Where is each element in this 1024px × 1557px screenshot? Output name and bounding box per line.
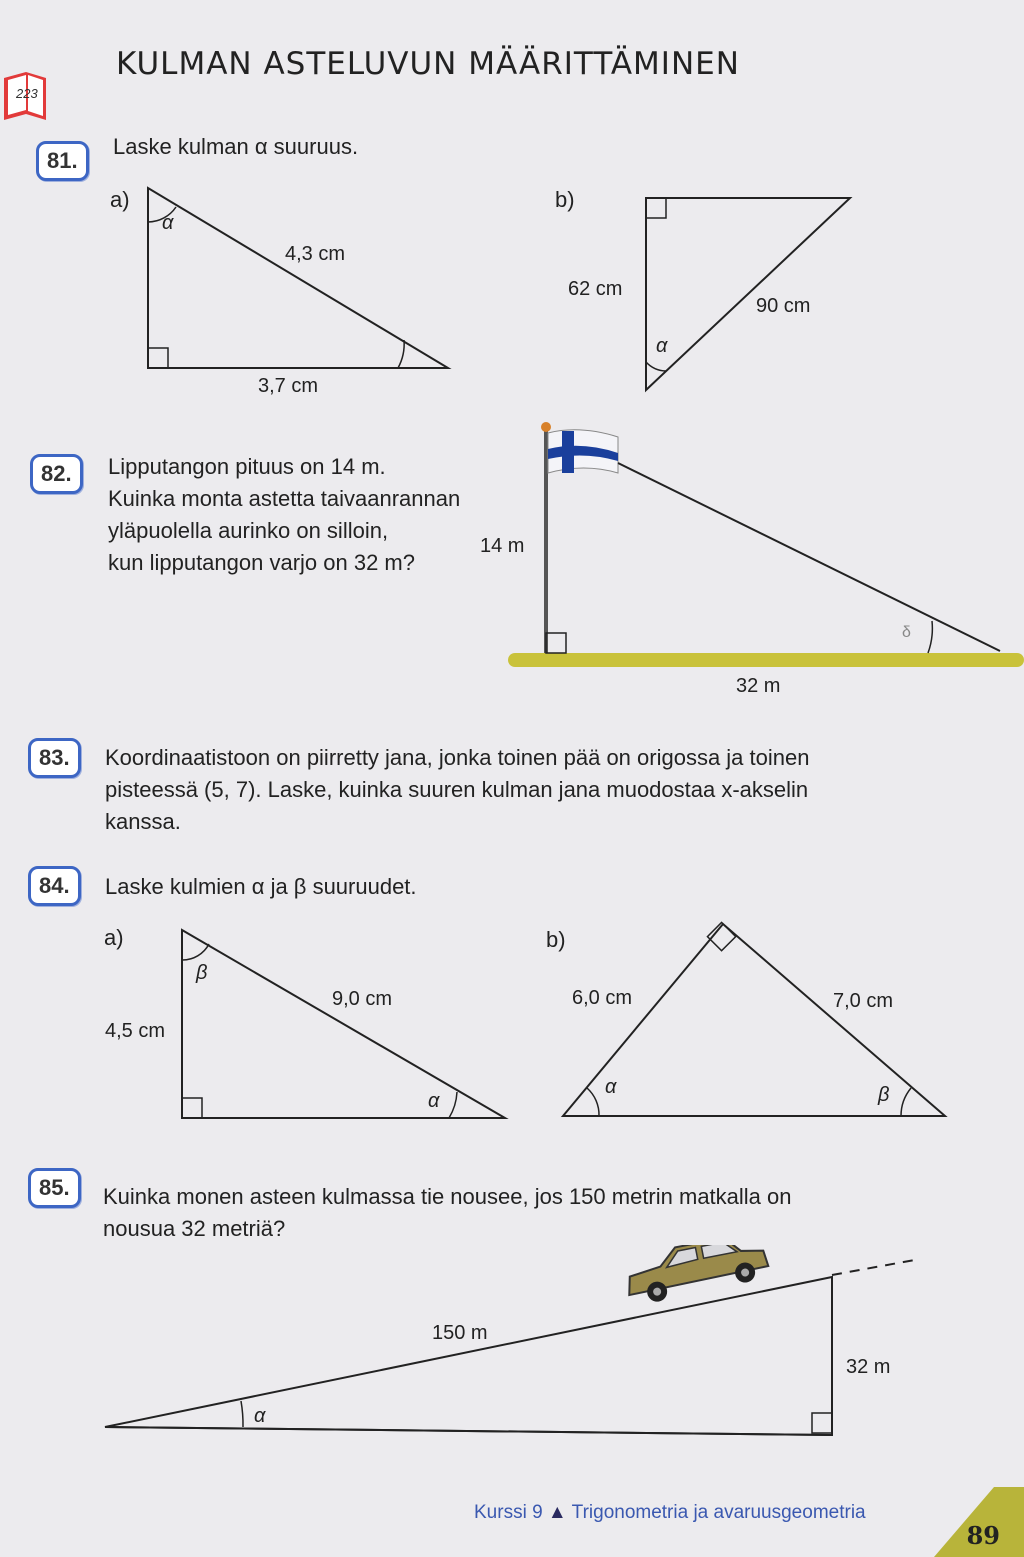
exercise-81a-hypotenuse: 4,3 cm [285,243,346,265]
exercise-85-text [103,1181,792,1245]
exercise-84-text: Laske kulmien α ja β suuruudet. [105,874,417,899]
exercise-81b-triangle [640,190,860,400]
exercise-82-number: 82. [30,454,83,494]
exercise-85-road-length: 150 m [432,1322,488,1344]
exercise-82-flagpole-diagram [500,415,1024,675]
exercise-85-line-1: Kuinka monen asteen kulmassa tie nousee, jos 150 metrin matkalla on [103,1184,792,1209]
exercise-84b-right-side: 7,0 cm [833,990,894,1012]
exercise-84a-triangle [175,922,515,1127]
exercise-85-rise: 32 m [846,1356,891,1378]
exercise-85-line-2: nousua 32 metriä? [103,1216,286,1241]
exercise-84a-label: a) [104,925,124,950]
svg-text:δ: δ [902,624,911,641]
exercise-81b-label: b) [555,187,575,212]
triangle-icon: ▲ [547,1502,567,1523]
exercise-82-text [108,451,460,579]
exercise-84a-hypotenuse: 9,0 cm [332,988,393,1010]
exercise-82-shadow: 32 m [736,675,781,697]
exercise-84a-beta: β [196,962,208,984]
exercise-83-line-1: Koordinaatistoon on piirretty jana, jonka toinen pää on origossa ja toinen [105,745,810,770]
exercise-85-alpha: α [254,1405,266,1427]
footer-subject: Trigonometria ja avaruusgeometria [571,1502,866,1523]
exercise-81-number: 81. [36,141,89,181]
footer-course [474,1502,866,1524]
exercise-81-text: Laske kulman α suuruus. [113,134,359,159]
exercise-83-line-2: pisteessä (5, 7). Laske, kuinka suuren kulman jana muodostaa x-akselin [105,777,809,802]
exercise-82-line-2: Kuinka monta astetta taivaanrannan [108,486,461,511]
page-title: KULMAN ASTELUVUN MÄÄRITTÄMINEN [116,46,740,82]
page-number: 89 [966,1521,1000,1550]
footer-course-name: Kurssi 9 [474,1502,543,1523]
exercise-83-text [105,742,809,838]
exercise-84a-side: 4,5 cm [105,1020,166,1042]
exercise-82-line-3: yläpuolella aurinko on silloin, [108,518,389,543]
reference-page-number: 223 [16,86,38,101]
exercise-85-road-diagram [95,1245,930,1445]
exercise-81b-side: 62 cm [568,278,623,300]
exercise-82-height: 14 m [480,535,525,557]
exercise-83-number: 83. [28,738,81,778]
exercise-82-line-4: kun lipputangon varjo on 32 m? [108,550,415,575]
exercise-85-number: 85. [28,1168,81,1208]
exercise-81b-hypotenuse: 90 cm [756,295,811,317]
exercise-81b-alpha: α [656,335,668,357]
exercise-84b-left-side: 6,0 cm [572,987,633,1009]
exercise-82-line-1: Lipputangon pituus on 14 m. [108,454,386,479]
exercise-84-number: 84. [28,866,81,906]
exercise-81a-base: 3,7 cm [258,375,319,397]
exercise-84a-alpha: α [428,1090,440,1112]
finnish-flag-icon [548,430,618,473]
exercise-84b-alpha: α [605,1076,617,1098]
exercise-81a-triangle [140,180,460,380]
exercise-81a-alpha: α [162,212,174,234]
exercise-84b-label: b) [546,927,566,952]
exercise-81a-label: a) [110,187,130,212]
exercise-84b-beta: β [878,1084,890,1106]
car-icon [622,1245,771,1307]
exercise-83-line-3: kanssa. [105,809,181,834]
